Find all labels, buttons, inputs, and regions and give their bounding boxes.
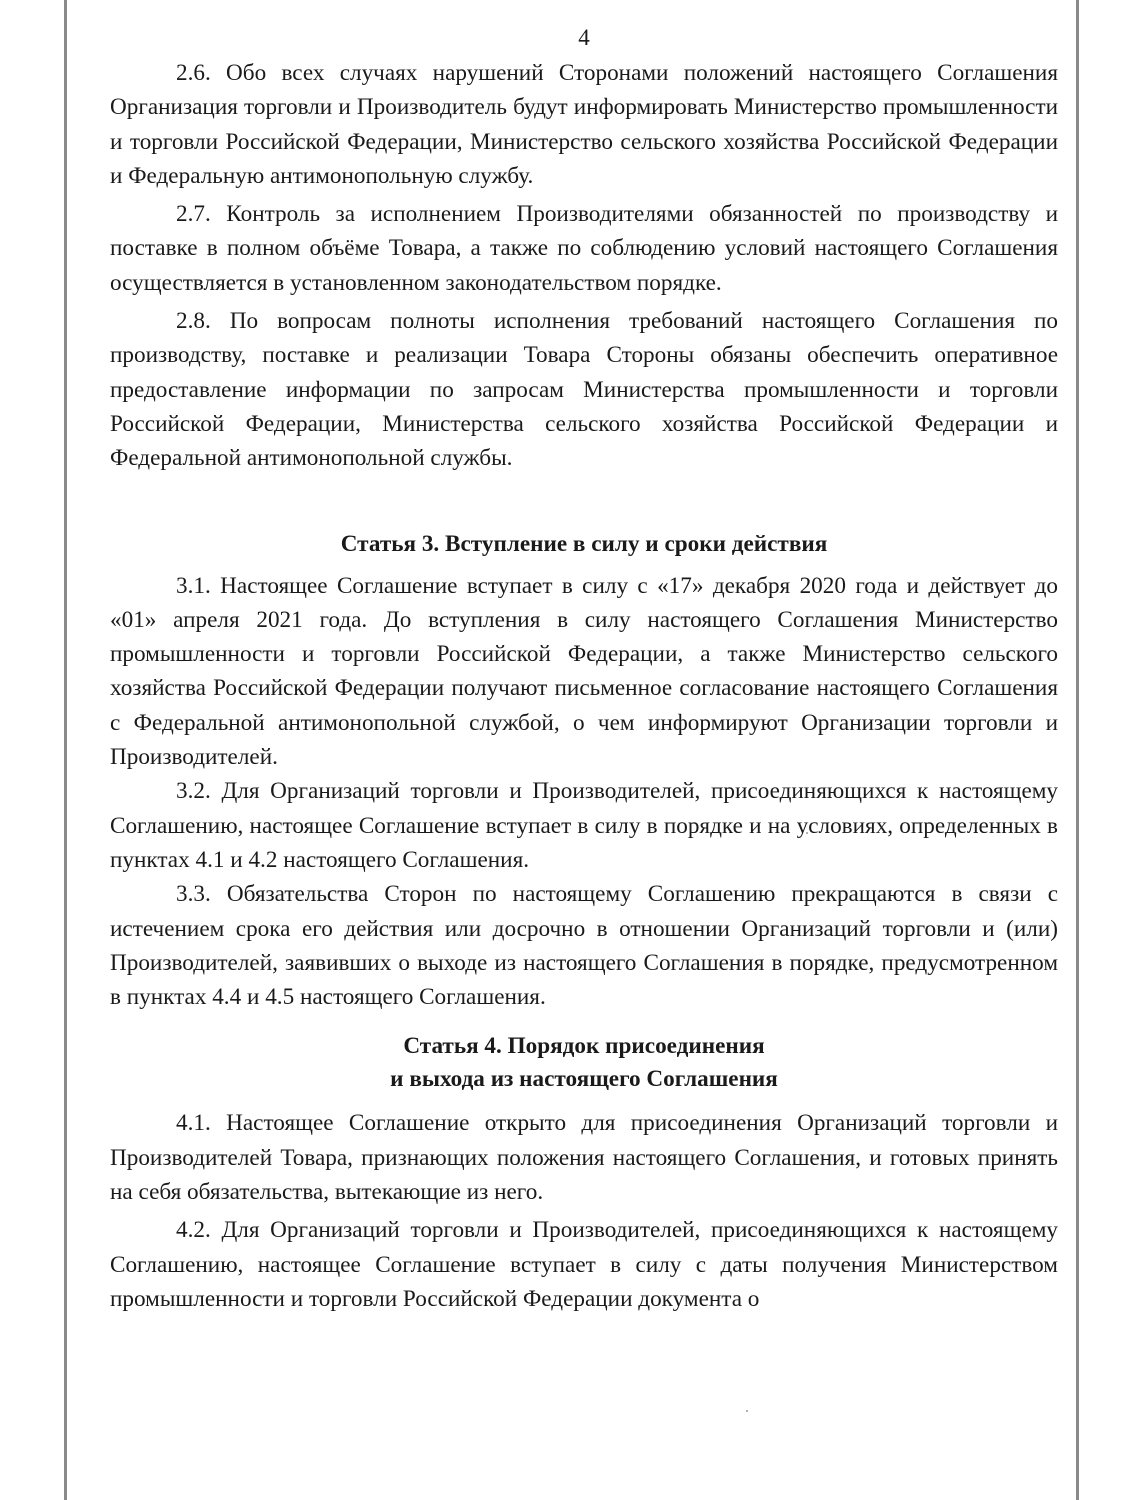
scan-page-edge-right xyxy=(1076,0,1079,1500)
clause-3-2: 3.2. Для Организаций торговли и Производителей, присоединяющихся к настоящему Соглашению, настоящее Соглашение вступает в силу в порядке и на условиях, определенных в пунктах 4.1 и 4.2 настоящего Соглашения. xyxy=(110,778,1058,873)
article-4-heading xyxy=(110,1030,1058,1096)
clause-2-7: 2.7. Контроль за исполнением Производителями обязанностей по производству и поставке в полном объёме Товара, а также по соблюдению условий настоящего Соглашения осуществляется в установленном законодательством порядке. xyxy=(110,201,1058,296)
clause-2-6: 2.6. Обо всех случаях нарушений Сторонами положений настоящего Соглашения Организация торговли и Производитель будут информировать Министерство промышленности и торговли Российской Федерации, Министерство сельского хозяйства Российской Федерации и Федеральную антимонопольную службу. xyxy=(110,60,1058,189)
clause-3-3: 3.3. Обязательства Сторон по настоящему Соглашению прекращаются в связи с истечением срока его действия или досрочно в отношении Организаций торговли и (или) Производителей, заявивших о выходе из настоящего Соглашения в порядке, предусмотренном в пунктах 4.4 и 4.5 настоящего Соглашения. xyxy=(110,881,1058,1011)
scan-speck xyxy=(746,1410,748,1412)
article-3-heading: Статья 3. Вступление в силу и сроки действия xyxy=(340,530,828,557)
scan-page-edge-left xyxy=(64,0,67,1500)
article-4-heading-line-1: Статья 4. Порядок присоединения xyxy=(403,1033,765,1060)
clause-4-1: 4.1. Настоящее Соглашение открыто для присоединения Организаций торговли и Производителей Товара, признающих положения настоящего Соглашения, и готовых принять на себя обязательства, вытекающие из него. xyxy=(110,1110,1058,1206)
clause-2-8: 2.8. По вопросам полноты исполнения требований настоящего Соглашения по производству, поставке и реализации Товара Стороны обязаны обеспечить оперативное предоставление информации по запросам Министерства промышленности и торговли Российской Федерации, Министерства сельского хозяйства Российской Федерации и Федеральной антимонопольной службы. xyxy=(110,308,1058,472)
article-4-heading-line-2: и выхода из настоящего Соглашения xyxy=(390,1066,778,1093)
clause-4-2: 4.2. Для Организаций торговли и Производителей, присоединяющихся к настоящему Соглашению, настоящее Соглашение вступает в силу с даты получения Министерством промышленности и торговли Российской Федерации документа о xyxy=(110,1217,1058,1312)
clause-3-1: 3.1. Настоящее Соглашение вступает в силу с «17» декабря 2020 года и действует до «01» апреля 2021 года. До вступления в силу настоящего Соглашения Министерство промышленности и торговли Российской Федерации, а также Министерство сельского хозяйства Российской Федерации получают письменное согласование настоящего Соглашения с Федеральной антимонопольной службой, о чем информируют Организации торговли и Производителей. xyxy=(110,572,1058,771)
document-body xyxy=(110,22,1058,1316)
page-number: 4 xyxy=(578,25,590,50)
